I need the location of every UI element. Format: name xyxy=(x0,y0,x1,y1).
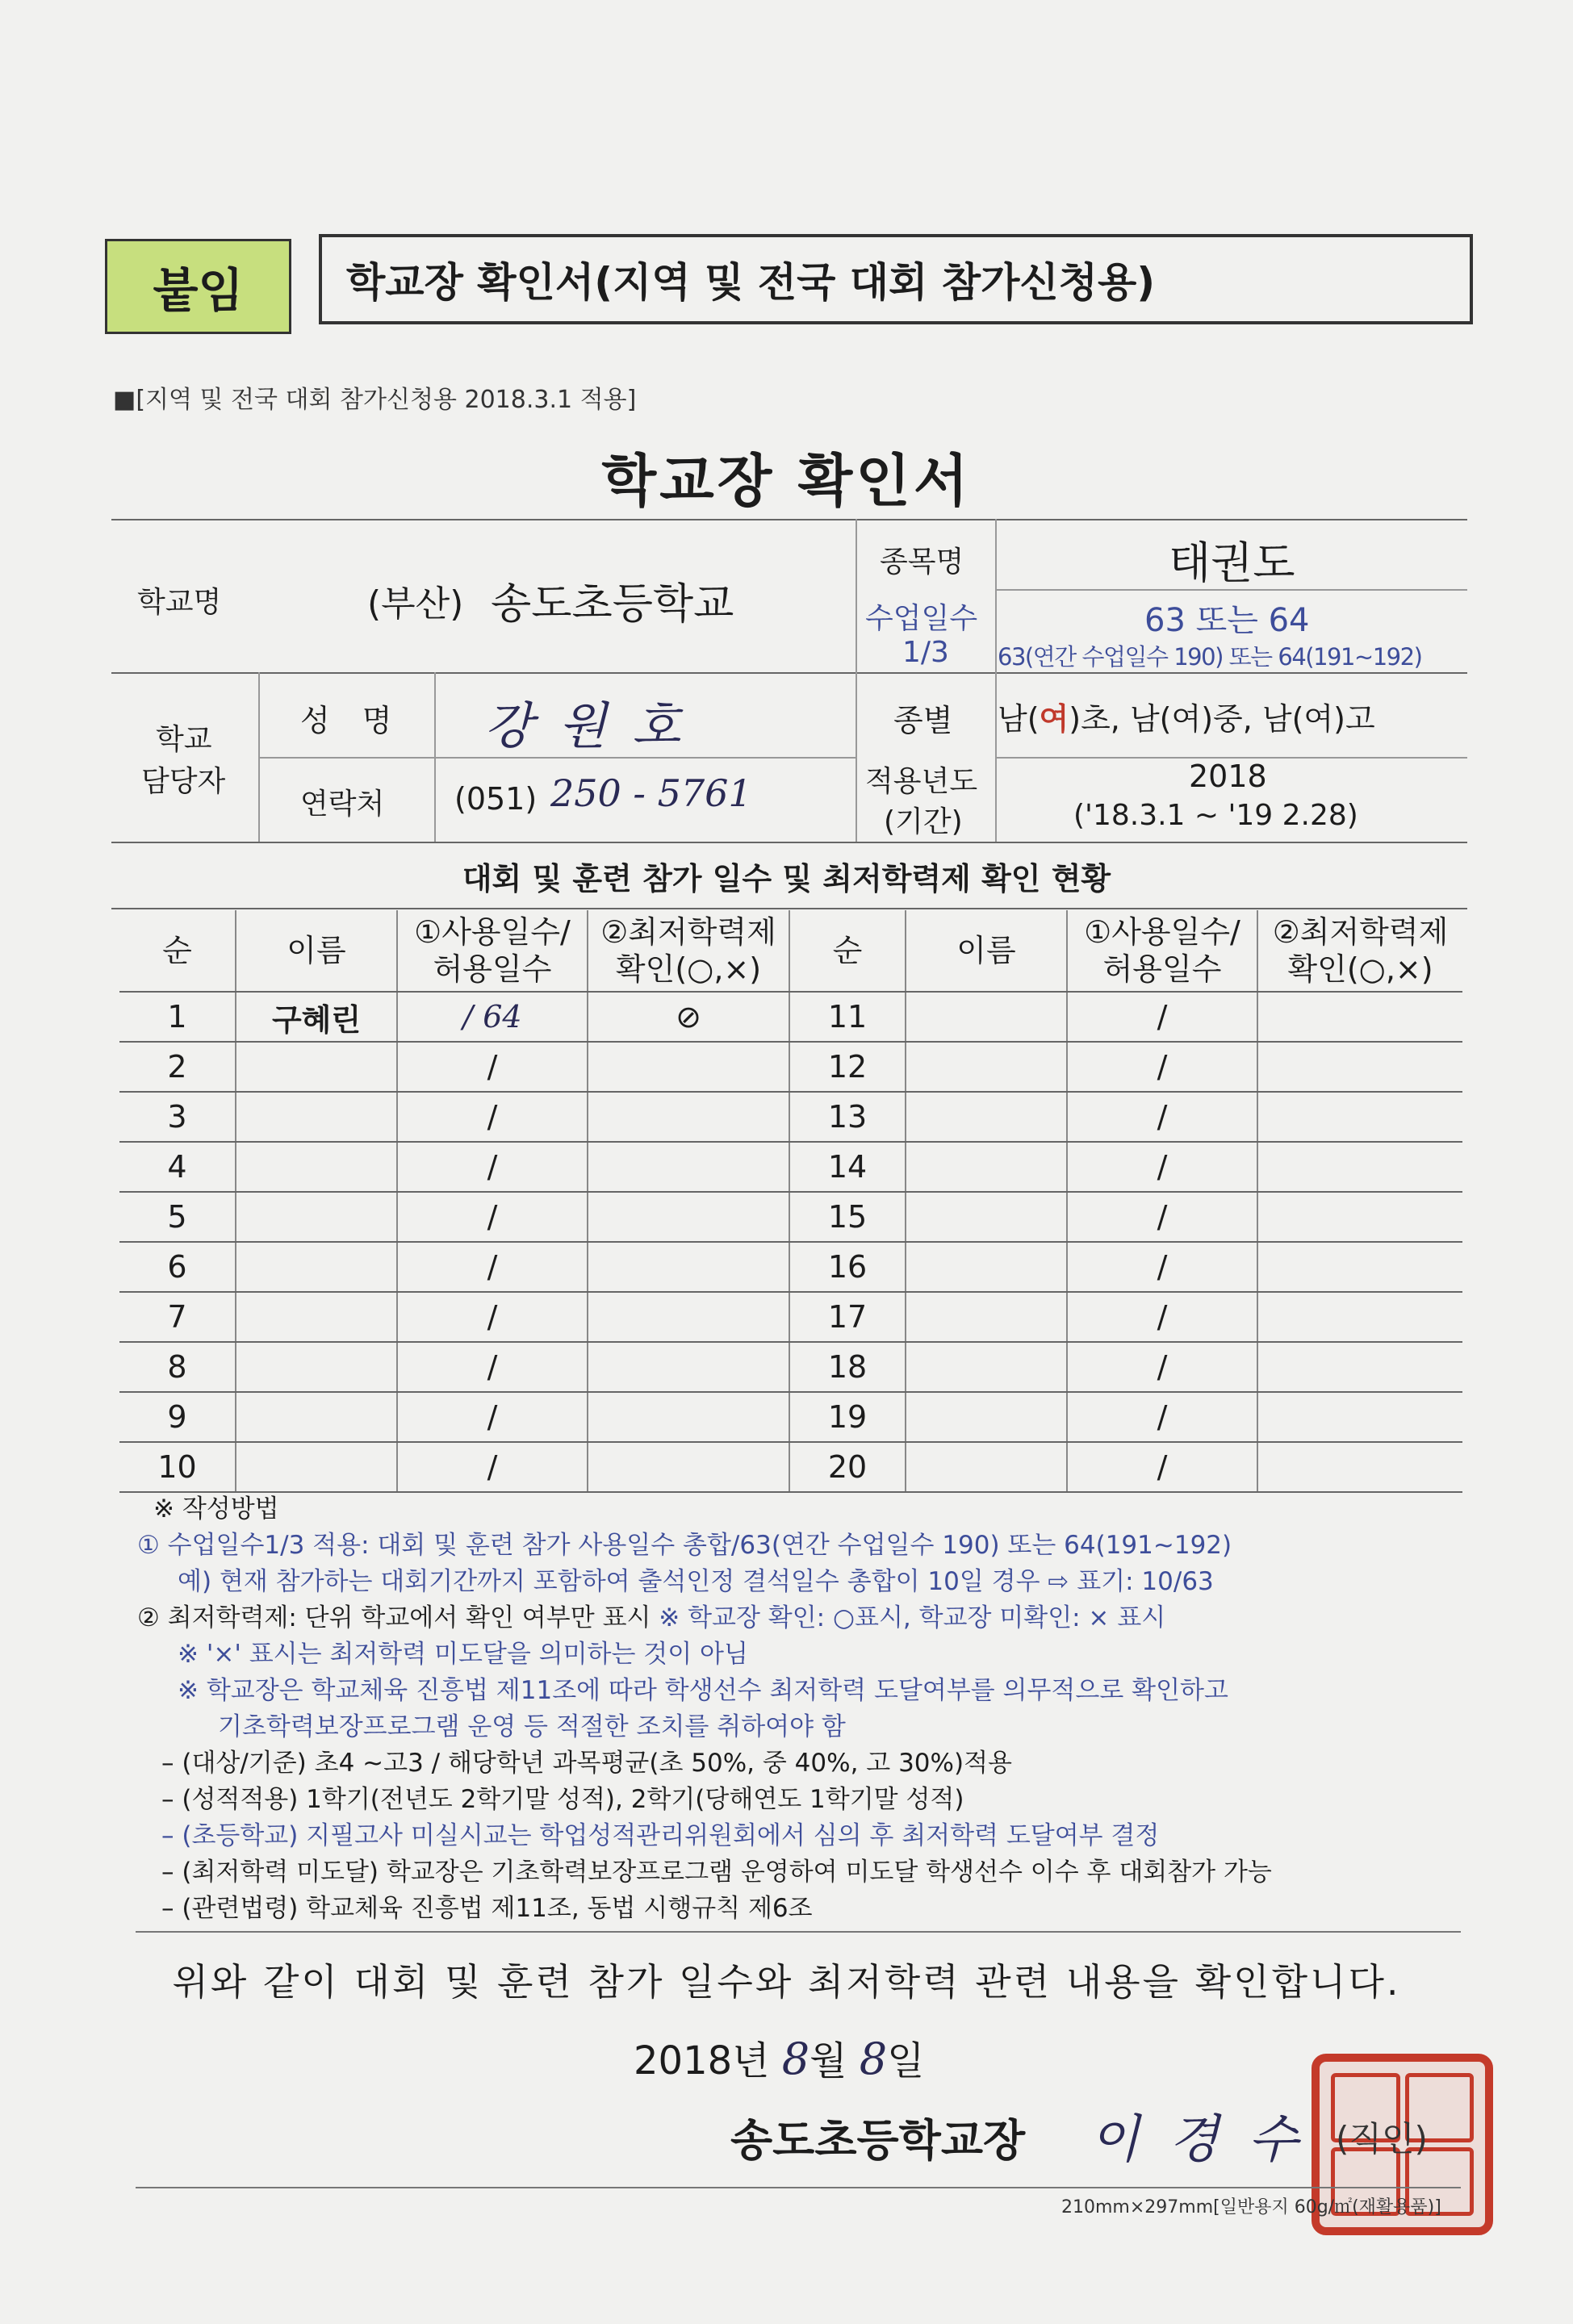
confirmation-statement: 위와 같이 대회 및 훈련 참가 일수와 최저학력 관련 내용을 확인합니다. xyxy=(172,1960,1401,2004)
row-check xyxy=(588,1192,789,1242)
applicability-note: ■[지역 및 전국 대회 참가신청용 2018.3.1 적용] xyxy=(113,386,637,414)
row-days: / xyxy=(397,1342,588,1392)
row-no: 8 xyxy=(119,1342,236,1392)
year-period-label: (기간) xyxy=(884,805,963,838)
table-row xyxy=(119,1242,1462,1292)
note-2-caution: ※ '×' 표시는 최저학력 미도달을 의미하는 것이 아님 xyxy=(178,1640,748,1669)
row-check xyxy=(1257,1092,1462,1142)
row-no: 6 xyxy=(119,1242,236,1292)
row-check xyxy=(1257,1292,1462,1342)
row-name xyxy=(906,1242,1067,1292)
divider xyxy=(434,672,436,842)
type-selected: 여 xyxy=(1039,701,1069,737)
detail-grades: – (성적적용) 1학기(전년도 2학기말 성적), 2학기(당해연도 1학기말 성적) xyxy=(161,1785,964,1814)
principal-signature: 이 경 수 xyxy=(1090,2110,1305,2170)
event-value: 태권도 xyxy=(1169,537,1295,588)
row-days: / xyxy=(397,1092,588,1142)
days-fraction: 1/3 xyxy=(902,636,949,669)
row-name xyxy=(906,1192,1067,1242)
row-check xyxy=(1257,1392,1462,1442)
date-day: 8 xyxy=(859,2034,888,2084)
row-name xyxy=(236,1342,397,1392)
table-row xyxy=(119,1192,1462,1242)
note-1: ① 수업일수1/3 적용: 대회 및 훈련 참가 사용일수 총합/63(연간 수업일수 190) 또는 64(191~192) xyxy=(137,1531,1232,1560)
row-check xyxy=(1257,1242,1462,1292)
row-check xyxy=(1257,1442,1462,1492)
row-name xyxy=(906,992,1067,1042)
contact-label: 연락처 xyxy=(300,788,385,821)
school-name: 송도초등학교 xyxy=(491,580,734,629)
row-days: / xyxy=(397,1142,588,1192)
row-name xyxy=(906,1292,1067,1342)
row-no: 3 xyxy=(119,1092,236,1142)
participation-table xyxy=(119,910,1462,1493)
col-no: 순 xyxy=(119,910,236,992)
date-month: 8 xyxy=(781,2034,810,2084)
row-check xyxy=(588,1342,789,1392)
row-check xyxy=(1257,992,1462,1042)
school-label: 학교명 xyxy=(137,586,222,619)
divider xyxy=(995,519,997,842)
row-check xyxy=(1257,1142,1462,1192)
days-detail: 63(연간 수업일수 190) 또는 64(191~192) xyxy=(998,643,1422,671)
contact-prefix: (051) xyxy=(454,781,538,817)
issue-date: 2018년 8월 8일 xyxy=(634,2034,925,2084)
divider xyxy=(258,672,260,842)
row-days: / xyxy=(1067,1292,1257,1342)
row-check xyxy=(588,1142,789,1192)
row-no: 2 xyxy=(119,1042,236,1092)
row-no: 12 xyxy=(789,1042,906,1092)
row-check xyxy=(588,1292,789,1342)
contact-number: 250 - 5761 xyxy=(550,771,752,815)
row-name xyxy=(906,1092,1067,1142)
divider xyxy=(136,2187,1461,2188)
divider xyxy=(111,908,1467,909)
type-value: 남(여)초, 남(여)중, 남(여)고 xyxy=(998,701,1375,737)
row-days: / xyxy=(1067,1192,1257,1242)
form-title: 학교장 확인서(지역 및 전국 대회 참가신청용) xyxy=(346,259,1156,306)
note-2: ② 최저학력제: 단위 학교에서 확인 여부만 표시 ※ 학교장 확인: ○표시, 학교장 미확인: × 표시 xyxy=(137,1603,1166,1632)
row-name xyxy=(906,1442,1067,1492)
row-no: 20 xyxy=(789,1442,906,1492)
year-period: ('18.3.1 ~ '19 2.28) xyxy=(1073,799,1358,832)
row-check xyxy=(588,1242,789,1292)
row-check xyxy=(588,1042,789,1092)
col-check: ②최저학력제 확인(○,×) xyxy=(588,910,789,992)
row-name xyxy=(236,1042,397,1092)
row-days: / xyxy=(1067,1242,1257,1292)
row-days: / 64 xyxy=(397,992,588,1042)
row-name xyxy=(236,1292,397,1342)
row-no: 13 xyxy=(789,1092,906,1142)
row-days: / xyxy=(397,1442,588,1492)
row-check: ⊘ xyxy=(588,992,789,1042)
row-name xyxy=(236,1192,397,1242)
row-name: 구혜린 xyxy=(236,992,397,1042)
col-check: ②최저학력제 확인(○,×) xyxy=(1257,910,1462,992)
row-name xyxy=(236,1442,397,1492)
row-name xyxy=(236,1142,397,1192)
status-title: 대회 및 훈련 참가 일수 및 최저학력제 확인 현황 xyxy=(462,861,1111,897)
row-days: / xyxy=(1067,1392,1257,1442)
days-label: 수업일수 xyxy=(865,602,978,635)
table-row xyxy=(119,992,1462,1042)
seal-mark: (직인) xyxy=(1336,2119,1428,2159)
row-check xyxy=(588,1092,789,1142)
paper-spec: 210mm×297mm[일반용지 60g/㎡(재활용품)] xyxy=(1061,2197,1441,2217)
type-label: 종별 xyxy=(893,703,953,738)
row-no: 1 xyxy=(119,992,236,1042)
row-check xyxy=(1257,1192,1462,1242)
row-days: / xyxy=(397,1042,588,1092)
table-row xyxy=(119,1042,1462,1092)
staff-label-1: 학교 xyxy=(156,723,212,756)
row-no: 11 xyxy=(789,992,906,1042)
row-name xyxy=(906,1042,1067,1092)
attachment-badge: 붙임 xyxy=(105,239,291,334)
row-no: 18 xyxy=(789,1342,906,1392)
row-no: 16 xyxy=(789,1242,906,1292)
note-2-legend: ※ 학교장 확인: ○표시, 학교장 미확인: × 표시 xyxy=(659,1603,1166,1632)
row-days: / xyxy=(397,1192,588,1242)
row-name xyxy=(236,1242,397,1292)
row-no: 9 xyxy=(119,1392,236,1442)
col-no: 순 xyxy=(789,910,906,992)
row-no: 15 xyxy=(789,1192,906,1242)
table-row xyxy=(119,1292,1462,1342)
detail-elementary: – (초등학교) 지필고사 미실시교는 학업성적관리위원회에서 심의 후 최저학력 도달여부 결정 xyxy=(161,1821,1160,1850)
note-2-duty: ※ 학교장은 학교체육 진흥법 제11조에 따라 학생선수 최저학력 도달여부를 의무적으로 확인하고 xyxy=(178,1676,1228,1705)
row-days: / xyxy=(1067,1042,1257,1092)
table-row xyxy=(119,1342,1462,1392)
table-row xyxy=(119,1142,1462,1192)
detail-not-reached: – (최저학력 미도달) 학교장은 기초학력보장프로그램 운영하여 미도달 학생선수 이수 후 대회참가 가능 xyxy=(161,1858,1272,1887)
instructions-heading: ※ 작성방법 xyxy=(153,1494,279,1524)
row-days: / xyxy=(1067,1092,1257,1142)
note-1-example: 예) 현재 참가하는 대회기간까지 포함하여 출석인정 결석일수 총합이 10일 경우 ⇨ 표기: 10/63 xyxy=(178,1567,1214,1596)
school-region: (부산) xyxy=(367,583,464,625)
row-no: 7 xyxy=(119,1292,236,1342)
year-value: 2018 xyxy=(1189,759,1267,794)
row-no: 17 xyxy=(789,1292,906,1342)
principal-title: 송도초등학교장 xyxy=(730,2115,1026,2166)
row-days: / xyxy=(1067,1442,1257,1492)
row-days: / xyxy=(397,1292,588,1342)
row-check xyxy=(1257,1342,1462,1392)
staff-label-2: 담당자 xyxy=(141,765,226,798)
col-name: 이름 xyxy=(236,910,397,992)
col-days: ①사용일수/ 허용일수 xyxy=(1067,910,1257,992)
divider xyxy=(111,672,1467,674)
instructions xyxy=(137,1491,1272,1927)
row-days: / xyxy=(1067,992,1257,1042)
days-value: 63 또는 64 xyxy=(1144,602,1310,639)
detail-law: – (관련법령) 학교체육 진흥법 제11조, 동법 시행규칙 제6조 xyxy=(161,1894,813,1923)
row-no: 10 xyxy=(119,1442,236,1492)
row-no: 14 xyxy=(789,1142,906,1192)
table-row xyxy=(119,1392,1462,1442)
col-name: 이름 xyxy=(906,910,1067,992)
date-year: 2018년 xyxy=(634,2038,770,2084)
table-row xyxy=(119,1092,1462,1142)
staff-name: 강 원 호 xyxy=(484,696,686,755)
divider xyxy=(856,519,857,842)
row-days: / xyxy=(1067,1342,1257,1392)
row-no: 5 xyxy=(119,1192,236,1242)
row-name xyxy=(906,1392,1067,1442)
event-label: 종목명 xyxy=(880,545,964,579)
row-name xyxy=(906,1142,1067,1192)
row-days: / xyxy=(397,1392,588,1442)
row-no: 4 xyxy=(119,1142,236,1192)
col-days: ①사용일수/ 허용일수 xyxy=(397,910,588,992)
divider xyxy=(136,1931,1461,1933)
row-days: / xyxy=(397,1242,588,1292)
row-check xyxy=(588,1392,789,1442)
row-check xyxy=(1257,1042,1462,1092)
table-row xyxy=(119,1442,1462,1492)
row-check xyxy=(588,1442,789,1492)
row-name xyxy=(236,1392,397,1442)
row-days: / xyxy=(1067,1142,1257,1192)
row-name xyxy=(906,1342,1067,1392)
document-title: 학교장 확인서 xyxy=(601,448,972,514)
row-no: 19 xyxy=(789,1392,906,1442)
table-header-row xyxy=(119,910,1462,992)
divider xyxy=(111,842,1467,843)
detail-target: – (대상/기준) 초4 ~고3 / 해당학년 과목평균(초 50%, 중 40%, 고 30%)적용 xyxy=(161,1749,1012,1778)
form-title-box xyxy=(319,234,1473,324)
year-label: 적용년도 xyxy=(865,765,978,798)
divider xyxy=(111,519,1467,520)
row-name xyxy=(236,1092,397,1142)
name-label: 성 명 xyxy=(300,703,404,738)
note-2-duty-cont: 기초학력보장프로그램 운영 등 적절한 조치를 취하여야 함 xyxy=(218,1712,846,1741)
